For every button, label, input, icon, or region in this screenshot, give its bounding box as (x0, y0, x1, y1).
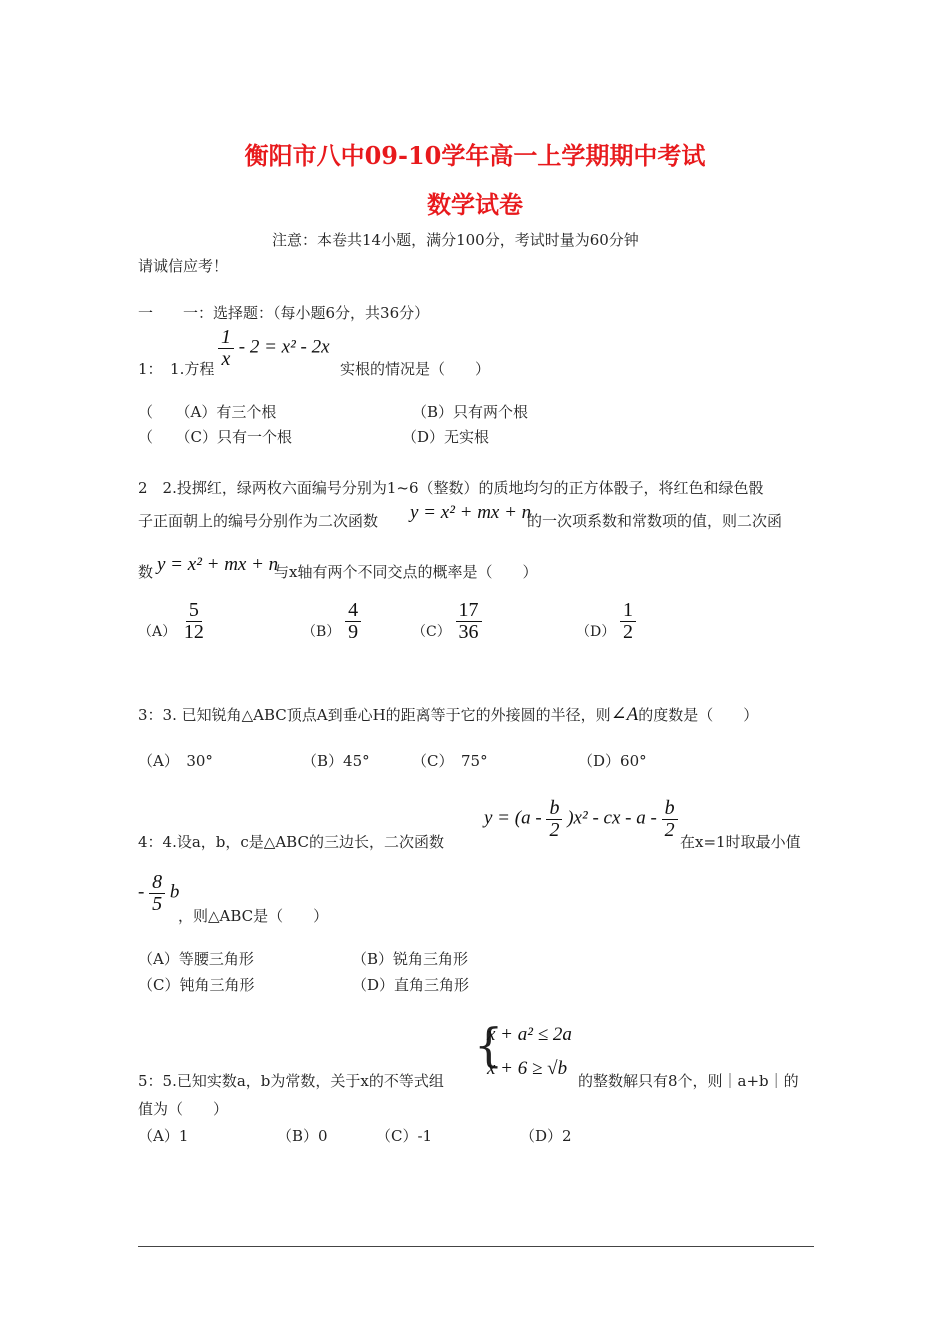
q1-frac-den: x (221, 348, 231, 370)
q2-line2a: 子正面朝上的编号分别作为二次函数 (138, 512, 379, 530)
q3-option-a: （A） 30° (138, 752, 213, 770)
q3-angle: ∠A (610, 704, 639, 725)
q5-text-a: 5：5.已知实数a，b为常数，关于x的不等式组 (138, 1072, 444, 1090)
q5-text-c: 值为（ ） (138, 1100, 229, 1118)
q2-formula-2: y = x² + mx + n (157, 554, 279, 575)
q4-min-den: 5 (152, 893, 163, 915)
q4-frac1-den: 2 (549, 819, 560, 841)
section-heading: 一 一：选择题：（每小题6分，共36分） (138, 304, 430, 322)
q3-option-c: （C） 75° (412, 752, 488, 770)
q2-option-d-label: （D） (576, 623, 616, 640)
q3-text-b: 的度数是（ ） (638, 706, 759, 724)
q2-option-b-frac (345, 600, 361, 643)
q4-option-a: （A）等腰三角形 (138, 950, 254, 968)
q3-option-d: （D）60° (578, 752, 647, 770)
q3-text (138, 703, 758, 726)
q1-suffix: 实根的情况是（ ） (340, 360, 491, 378)
q2-option-c-frac (456, 600, 482, 643)
q2-line2b: 的一次项系数和常数项的值，则二次函 (527, 512, 783, 530)
q3-option-b: （B）45° (302, 752, 370, 770)
q4-option-d: （D）直角三角形 (352, 976, 470, 994)
q4-text-a: 4：4.设a，b，c是△ABC的三边长，二次函数 (138, 833, 444, 851)
q4-formula-b: )x² - cx - a - (567, 807, 657, 829)
q4-min-frac (149, 872, 165, 915)
exam-subtitle: 数学试卷 (427, 190, 523, 219)
q4-min-sign: - (138, 881, 145, 903)
q2-option-c (412, 600, 482, 643)
honesty-note: 请诚信应考！ (138, 257, 229, 275)
q2-option-b (302, 600, 361, 643)
q2-line1: 2 2.投掷红，绿两枚六面编号分别为1~6（整数）的质地均匀的正方体骰子，将红色和绿色骰 (138, 479, 764, 497)
q2-option-a-den: 12 (183, 621, 204, 643)
q5-text-b: 的整数解只有8个，则｜a+b｜的 (578, 1072, 799, 1090)
q5-option-d: （D）2 (520, 1127, 572, 1145)
q4-frac1-num: b (546, 798, 562, 820)
q1-eq-rest: - 2 = x² - 2x (238, 336, 330, 358)
q2-option-b-den: 9 (348, 621, 359, 643)
q5-option-b: （B）0 (277, 1127, 328, 1145)
q2-option-d-den: 2 (623, 621, 634, 643)
q5-option-a: （A）1 (138, 1127, 189, 1145)
q4-text-b: 在x=1时取最小值 (680, 833, 801, 851)
q5-option-c: （C）-1 (376, 1127, 433, 1145)
q1-frac-num: 1 (218, 327, 234, 349)
q2-option-a-frac (181, 600, 207, 643)
exam-title: 衡阳市八中09-10学年高一上学期期中考试 (244, 141, 706, 170)
q2-option-d (576, 600, 636, 643)
q2-option-b-num: 4 (345, 600, 361, 622)
q4-frac2-num: b (662, 798, 678, 820)
q2-option-d-frac (620, 600, 636, 643)
q2-option-c-num: 17 (456, 600, 482, 622)
q1-option-a: （ （A）有三个根 (138, 403, 277, 421)
q5-brace: { (474, 1018, 504, 1072)
q2-option-c-den: 36 (458, 621, 479, 643)
q2-option-b-label: （B） (302, 623, 341, 640)
q2-line3b: 与x轴有两个不同交点的概率是（ ） (274, 563, 538, 581)
q4-formula-a: y = (a - (484, 807, 542, 829)
q1-equation (218, 327, 330, 370)
q1-option-d: （D）无实根 (402, 428, 490, 446)
q1-option-b: （B）只有两个根 (412, 403, 529, 421)
q1-option-c: （ （C）只有一个根 (138, 428, 292, 446)
q1-fraction (218, 327, 234, 370)
q4-option-c: （C）钝角三角形 (138, 976, 255, 994)
q5-ineq-1: x + a² ≤ 2a (487, 1024, 572, 1045)
q2-option-d-num: 1 (620, 600, 636, 622)
q2-option-a-label: （A） (138, 623, 177, 640)
footer-divider (138, 1246, 814, 1247)
q2-option-c-label: （C） (412, 623, 451, 640)
q2-option-a-num: 5 (186, 600, 202, 622)
q4-formula (484, 798, 678, 841)
q2-line3a: 数 (138, 563, 154, 581)
q4-option-b: （B）锐角三角形 (352, 950, 469, 968)
q1-prefix: 1： 1.方程 (138, 360, 215, 378)
q4-formula-frac-2 (662, 798, 678, 841)
q4-text-c: ，则△ABC是（ ） (178, 907, 329, 925)
q4-frac2-den: 2 (664, 819, 675, 841)
q4-min-var: b (169, 881, 180, 903)
q4-min-value (138, 872, 179, 915)
q5-ineq-2: x + 6 ≥ √b (487, 1058, 568, 1079)
q4-formula-frac-1 (546, 798, 562, 841)
q2-option-a (138, 600, 207, 643)
q2-formula-1: y = x² + mx + n (410, 502, 532, 523)
q3-text-a: 3：3. 已知锐角△ABC顶点A到垂心H的距离等于它的外接圆的半径，则 (138, 706, 611, 724)
q4-min-num: 8 (149, 872, 165, 894)
exam-notice: 注意：本卷共14小题，满分100分，考试时量为60分钟 (272, 231, 639, 249)
